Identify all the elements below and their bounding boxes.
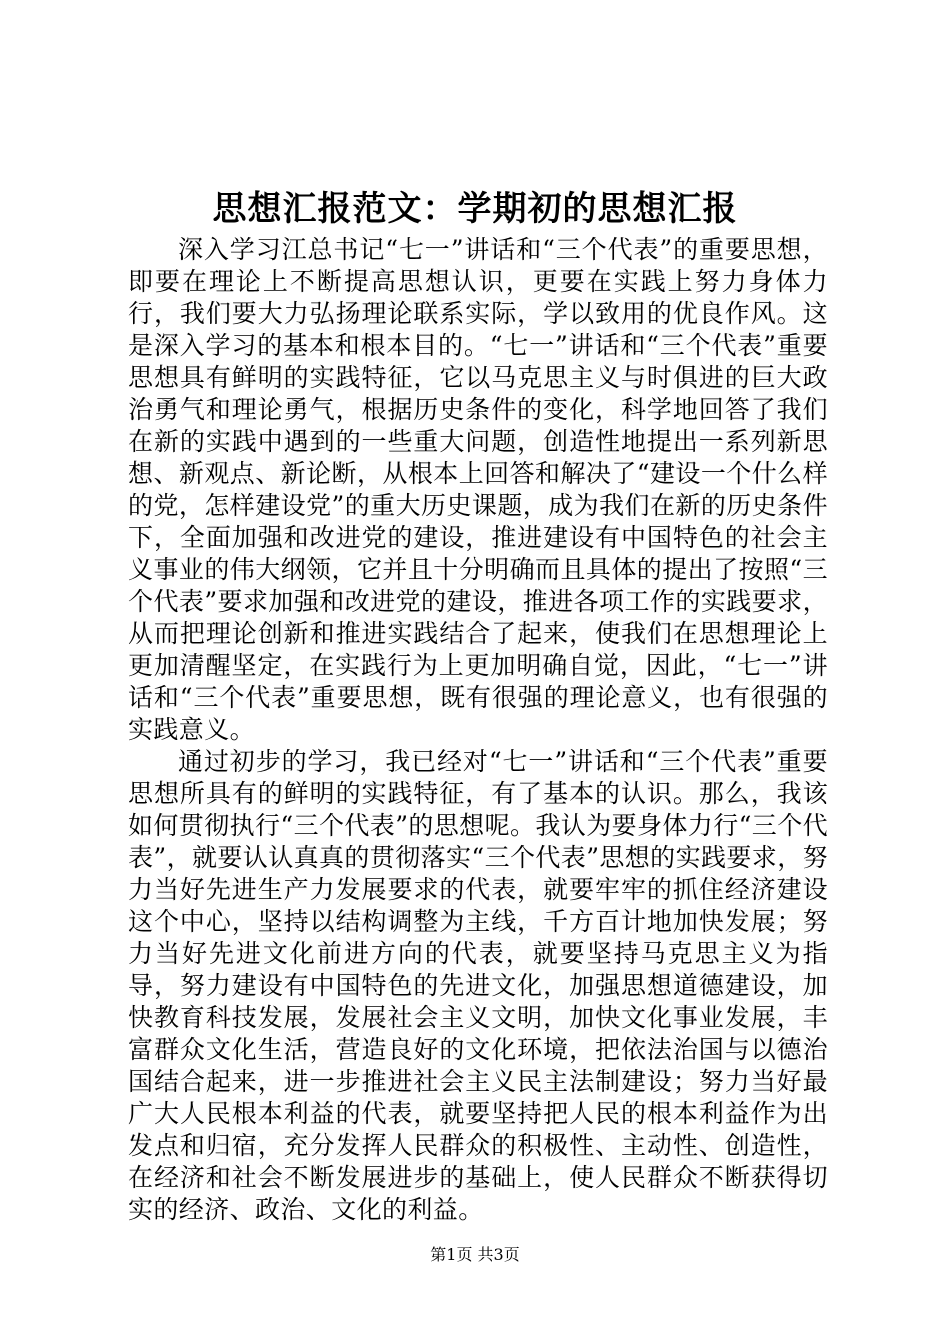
page-number-footer: 第1页 共3页 — [430, 1245, 520, 1264]
document-title: 思想汇报范文：学期初的思想汇报 — [212, 189, 738, 229]
document-body — [128, 234, 828, 1226]
paragraph-1: 深入学习江总书记“七一”讲话和“三个代表”的重要思想，即要在理论上不断提高思想认识，更要在实践上努力身体力行，我们要大力弘扬理论联系实际，学以致用的优良作风。这是深入学习的基本和根本目的。“七一”讲话和“三个代表”重要思想具有鲜明的实践特征，它以马克思主义与时俱进的巨大政治勇气和理论勇气，根据历史条件的变化，科学地回答了我们在新的实践中遇到的一些重大问题，创造性地提出一系列新思想、新观点、新论断，从根本上回答和解决了“建设一个什么样的党，怎样建设党”的重大历史课题，成为我们在新的历史条件下，全面加强和改进党的建设，推进建设有中国特色的社会主义事业的伟大纲领，它并且十分明确而且具体的提出了按照“三个代表”要求加强和改进党的建设，推进各项工作的实践要求，从而把理论创新和推进实践结合了起来，使我们在思想理论上更加清醒坚定，在实践行为上更加明确自觉，因此，“七一”讲话和“三个代表”重要思想，既有很强的理论意义，也有很强的实践意义。 — [128, 235, 828, 744]
paragraph-2: 通过初步的学习，我已经对“七一”讲话和“三个代表”重要思想所具有的鲜明的实践特征，有了基本的认识。那么，我该如何贯彻执行“三个代表”的思想呢。我认为要身体力行“三个代表”，就要认认真真的贯彻落实“三个代表”思想的实践要求，努力当好先进生产力发展要求的代表，就要牢牢的抓住经济建设这个中心，坚持以结构调整为主线，千方百计地加快发展；努力当好先进文化前进方向的代表，就要坚持马克思主义为指导，努力建设有中国特色的先进文化，加强思想道德建设，加快教育科技发展，发展社会主义文明，加快文化事业发展，丰富群众文化生活，营造良好的文化环境，把依法治国与以德治国结合起来，进一步推进社会主义民主法制建设；努力当好最广大人民根本利益的代表，就要坚持把人民的根本利益作为出发点和归宿，充分发挥人民群众的积极性、主动性、创造性，在经济和社会不断发展进步的基础上，使人民群众不断获得切实的经济、政治、文化的利益。 — [128, 747, 828, 1224]
